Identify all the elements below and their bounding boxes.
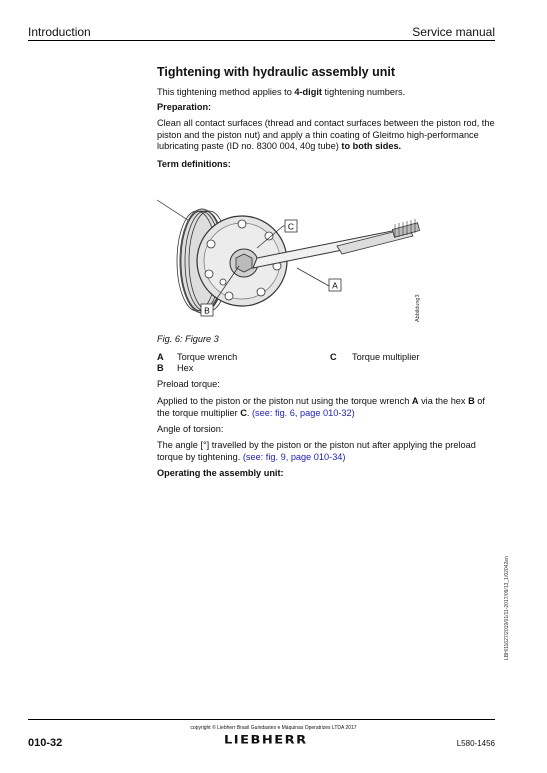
- intro-text-end: tightening numbers.: [321, 87, 406, 97]
- footer-copyright: copyright © Liebherr Brasil Guindastes e Máquinas Operatrizes LTDA 2017: [190, 725, 357, 731]
- callout-b-label: B: [204, 305, 210, 316]
- term-c-key: C: [330, 352, 337, 362]
- preparation-paragraph: [157, 118, 499, 153]
- term-c-value: Torque multiplier: [352, 352, 420, 362]
- figure-caption: Fig. 6: Figure 3: [157, 334, 219, 344]
- preload-fig-link[interactable]: (see: fig. 6, page 010-32): [252, 407, 355, 418]
- header-rule: [28, 40, 495, 41]
- torsion-heading: Angle of torsion:: [157, 424, 224, 434]
- preparation-bold: to both sides.: [341, 141, 402, 151]
- intro-paragraph: [157, 87, 499, 99]
- term-a-key: A: [157, 352, 164, 362]
- intro-text: This tightening method applies to: [157, 87, 295, 97]
- assembly-unit-figure: [157, 186, 457, 328]
- callout-c-label: C: [287, 221, 295, 232]
- term-a-value: Torque wrench: [177, 352, 238, 362]
- brand-logo: LIEBHERR: [224, 734, 308, 747]
- page-title: Tightening with hydraulic assembly unit: [157, 65, 395, 79]
- intro-bold: 4-digit: [294, 87, 322, 97]
- preload-heading: Preload torque:: [157, 379, 220, 389]
- figure-side-label: Abbildung3: [415, 294, 421, 322]
- header-section: Introduction: [28, 25, 91, 39]
- torsion-fig-link[interactable]: (see: fig. 9, page 010-34): [242, 451, 346, 462]
- side-document-code: LBH/11627/2019/01/11-2017/09/13_1/02042en: [504, 556, 510, 660]
- term-heading: Term definitions:: [157, 159, 231, 169]
- callout-a-label: A: [332, 280, 338, 291]
- page-number: 010-32: [28, 737, 63, 749]
- preparation-heading: Preparation:: [157, 102, 212, 112]
- operating-heading: Operating the assembly unit:: [157, 468, 284, 478]
- torsion-paragraph: The angle [°] travelled by the piston or the piston nut after applying the preload torque by tightening. (see: fig. 9, page 010-34): [157, 440, 476, 462]
- hex-drive: [236, 254, 252, 272]
- document-number: L580-1456: [456, 739, 495, 748]
- preload-paragraph: Applied to the piston or the piston nut using the torque wrench A via the hex B of the torque multiplier C. (see: fig. 6, page 010-32): [157, 396, 485, 418]
- footer-rule: [28, 719, 495, 720]
- term-b-value: Hex: [177, 363, 194, 373]
- term-b-key: B: [157, 363, 164, 373]
- preparation-text: Clean all contact surfaces (thread and contact surfaces between the piston rod, the piston and the piston nut) and apply a thin coating of Gleitmo high-performance lubricating paste (ID no. 8300 004, 40g tube): [157, 118, 495, 151]
- header-doc-type: Service manual: [412, 25, 495, 39]
